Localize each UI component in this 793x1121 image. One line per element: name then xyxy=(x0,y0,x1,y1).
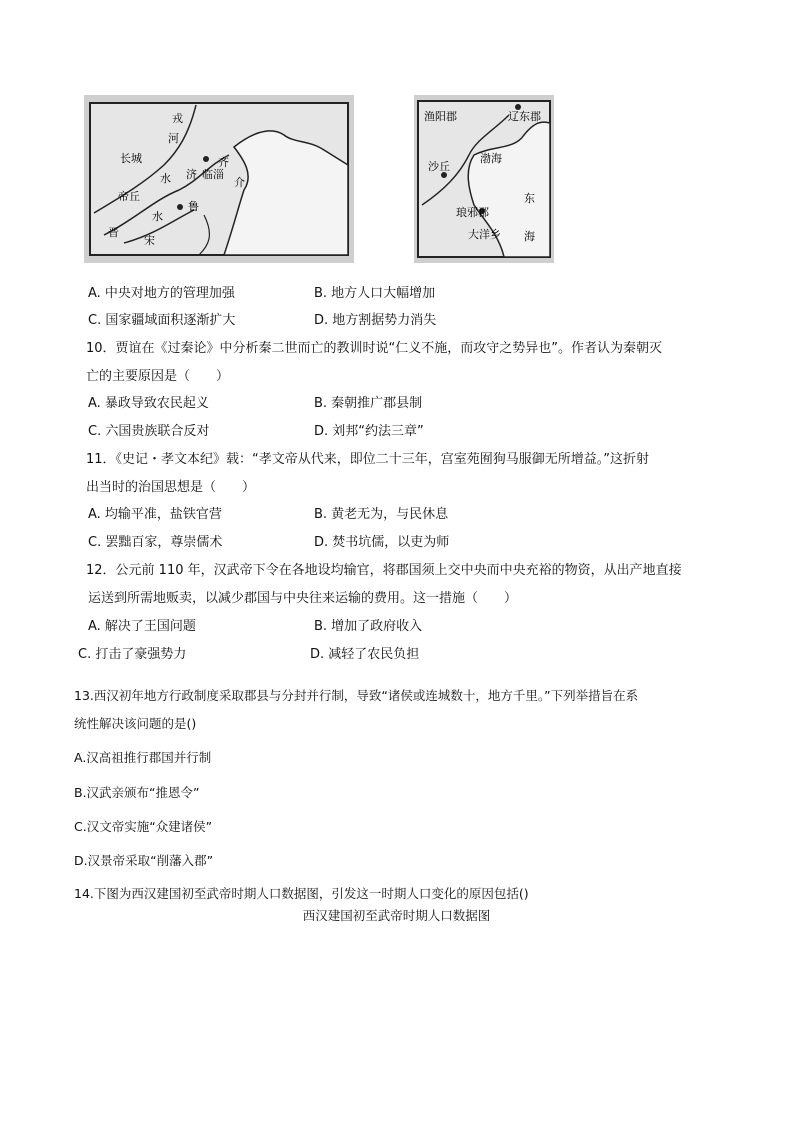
q11-option-b: B. 黄老无为，与民休息 xyxy=(314,507,449,522)
q11-option-d: D. 焚书坑儒，以吏为师 xyxy=(314,535,450,550)
map-label-ji: 济 xyxy=(186,168,197,181)
q11-stem-line2: 出当时的治国思想是（ ） xyxy=(86,480,256,495)
q13-option-c: C.汉文帝实施“众建诸侯” xyxy=(74,819,213,834)
map-label-song: 宋 xyxy=(144,234,155,247)
q9-option-c: C. 国家疆域面积逐渐扩大 xyxy=(88,313,236,328)
q12-option-d: D. 减轻了农民负担 xyxy=(310,647,420,662)
map-label-shaqiu: 沙丘 xyxy=(428,160,450,173)
q12-option-b: B. 增加了政府收入 xyxy=(314,619,423,634)
q11-option-c: C. 罢黜百家，尊崇儒术 xyxy=(88,535,223,550)
q13-stem-line2: 统性解决该问题的是() xyxy=(74,716,197,731)
q14-figure-caption: 西汉建国初至武帝时期人口数据图 xyxy=(302,908,491,923)
q12-option-c: C. 打击了豪强势力 xyxy=(78,647,187,662)
q12-stem-line2: 运送到所需地贩卖，以减少郡国与中央往来运输的费用。这一措施（ ） xyxy=(88,591,518,606)
q13-stem-line1: 13.西汉初年地方行政制度采取郡县与分封并行制，导致“诸侯或连城数十，地方千里。”下列举措旨在系 xyxy=(74,688,639,703)
map-right xyxy=(414,95,554,263)
map-label-liaodong: 辽东郡 xyxy=(508,110,541,123)
q11-stem-line1: 11．《史记・孝文本纪》载：“孝文帝从代来，即位二十三年，宫室苑囿狗马服御无所增益。”这折射 xyxy=(86,452,650,467)
q13-option-b: B.汉武亲颁布“推恩令” xyxy=(74,785,200,800)
map-left xyxy=(84,95,354,263)
q12-stem-line1: 12．公元前 110 年，汉武帝下令在各地设均输官，将郡国须上交中央而中央充裕的物资，从出产地直接 xyxy=(86,563,682,578)
map-label-jie: 介 xyxy=(234,176,245,189)
q9-option-b: B. 地方人口大幅增加 xyxy=(314,286,436,301)
map-label-qiuqiu: 帝丘 xyxy=(118,190,140,203)
map-label-qi: 齐 xyxy=(218,156,229,169)
map-label-lu: 鲁 xyxy=(188,200,199,213)
map-label-shui2: 水 xyxy=(152,210,163,223)
q10-option-d: D. 刘邦“约法三章” xyxy=(314,424,424,439)
q13-option-d: D.汉景帝采取“削藩入郡” xyxy=(74,853,214,868)
q12-option-a: A. 解决了王国问题 xyxy=(88,619,196,634)
map-label-rong: 戎 xyxy=(172,112,183,125)
q13-option-a: A.汉高祖推行郡国并行制 xyxy=(74,750,212,765)
map-label-hai: 海 xyxy=(524,230,535,243)
q10-stem-line1: 10．贾谊在《过秦论》中分析秦二世而亡的教训时说“仁义不施，而攻守之势异也”。作者认为秦朝灭 xyxy=(86,341,663,356)
map-label-yuyang: 渔阳郡 xyxy=(424,110,457,123)
map-label-langya: 琅邪郡 xyxy=(456,206,489,219)
q10-option-a: A. 暴政导致农民起义 xyxy=(88,396,209,411)
q10-stem-line2: 亡的主要原因是（ ） xyxy=(86,369,230,384)
map-label-dayangxiang: 大洋乡 xyxy=(468,228,501,241)
q10-option-c: C. 六国贵族联合反对 xyxy=(88,424,210,439)
q9-option-d: D. 地方割据势力消失 xyxy=(314,313,437,328)
q10-option-b: B. 秦朝推广郡县制 xyxy=(314,396,423,411)
map-label-bohai: 渤海 xyxy=(480,152,502,165)
map-label-dong: 东 xyxy=(524,192,535,205)
map-label-jin: 晋 xyxy=(108,226,119,239)
map-label-shui1: 水 xyxy=(160,172,171,185)
map-label-changcheng: 长城 xyxy=(120,152,142,165)
maps-figure xyxy=(84,95,554,263)
q11-option-a: A. 均输平准，盐铁官营 xyxy=(88,507,222,522)
map-label-he: 河 xyxy=(168,132,179,145)
map-label-linzi: 临淄 xyxy=(202,168,224,181)
q14-stem: 14.下图为西汉建国初至武帝时期人口数据图，引发这一时期人口变化的原因包括() xyxy=(74,886,529,901)
q9-option-a: A. 中央对地方的管理加强 xyxy=(88,286,235,301)
